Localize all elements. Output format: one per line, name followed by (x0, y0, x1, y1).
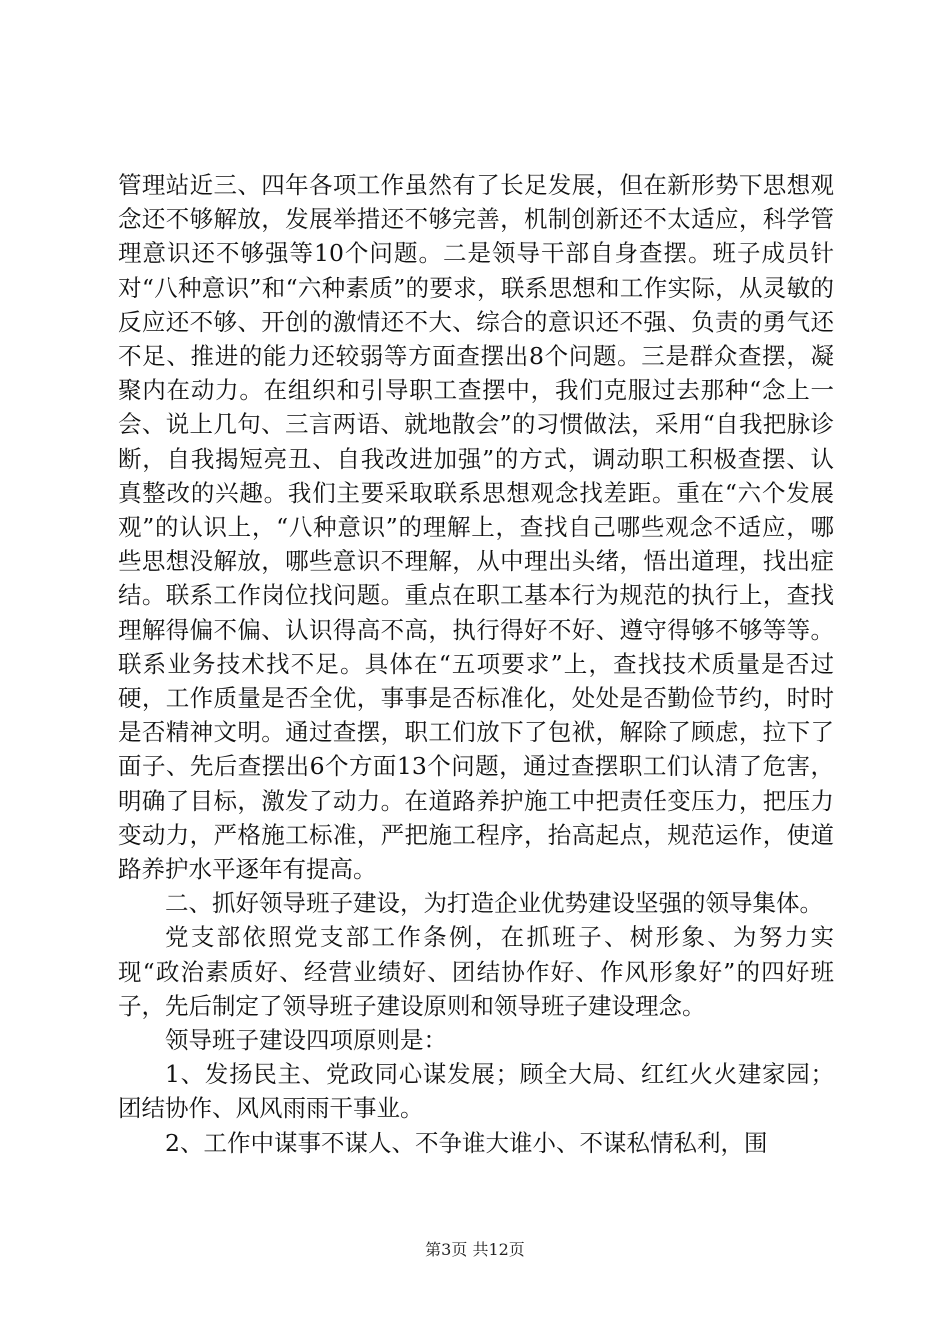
paragraph-2: 二、抓好领导班子建设，为打造企业优势建设坚强的领导集体。 (165, 889, 823, 918)
paragraph-4: 领导班子建设四项原则是： (165, 1026, 447, 1055)
paragraph-1: 管理站近三、四年各项工作虽然有了长足发展，但在新形势下思想观念还不够解放，发展举措还不够完善，机制创新还不太适应，科学管理意识还不够强等10个问题。二是领导干部自身查摆。班子成员针对“八种意识”和“六种素质”的要求，联系思想和工作实际，从灵敏的反应还不够、开创的激情还不大、综合的意识还不强、负责的勇气还不足、推进的能力还较弱等方面查摆出8个问题。三是群众查摆，凝聚内在动力。在组织和引导职工查摆中，我们克服过去那种“念上一会、说上几句、三言两语、就地散会”的习惯做法，采用“自我把脉诊断，自我揭短亮丑、自我改进加强”的方式，调动职工积极查摆、认真整改的兴趣。我们主要采取联系思想观念找差距。重在“六个发展观”的认识上，“八种意识”的理解上，查找自己哪些观念不适应，哪些思想没解放，哪些意识不理解，从中理出头绪，悟出道理，找出症结。联系工作岗位找问题。重点在职工基本行为规范的执行上，查找理解得偏不偏、认识得高不高，执行得好不好、遵守得够不够等等。联系业务技术找不足。具体在“五项要求”上，查找技术质量是否过硬，工作质量是否全优，事事是否标准化，处处是否勤俭节约，时时是否精神文明。通过查摆，职工们放下了包袱，解除了顾虑，拉下了面子、先后查摆出6个方面13个问题，通过查摆职工们认清了危害，明确了目标，激发了动力。在道路养护施工中把责任变压力，把压力变动力，严格施工标准，严把施工程序，抬高起点，规范运作，使道路养护水平逐年有提高。 (118, 171, 834, 884)
paragraph-6: 2、工作中谋事不谋人、不争谁大谁小、不谋私情私利，围 (165, 1128, 768, 1157)
paragraph-5: 1、发扬民主、党政同心谋发展；顾全大局、红红火火建家园；团结协作、风风雨雨干事业。 (118, 1060, 834, 1123)
paragraph-3: 党支部依照党支部工作条例，在抓班子、树形象、为努力实现“政治素质好、经营业绩好、团结协作好、作风形象好”的四好班子，先后制定了领导班子建设原则和领导班子建设理念。 (118, 923, 834, 1020)
document-body (118, 168, 834, 1160)
page-footer: 第3页 共12页 (425, 1240, 525, 1259)
